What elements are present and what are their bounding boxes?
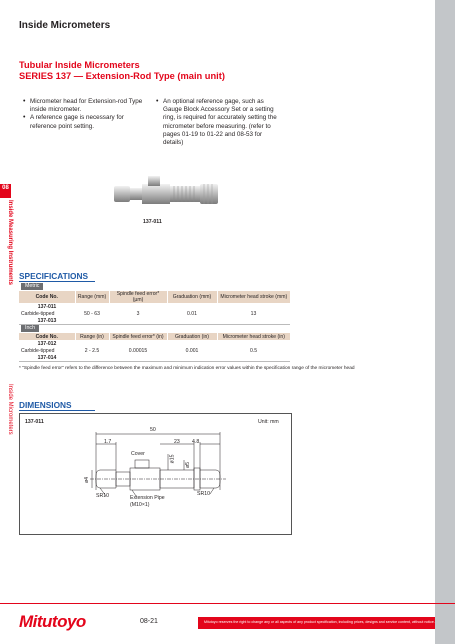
cover-label: Cover — [131, 451, 145, 457]
page-number: 08-21 — [140, 618, 158, 625]
pipe-thread-label: (M10×1) — [130, 502, 150, 508]
spec-footnote: * "Spindle feed error" refers to the difference between the maximum and minimum indication error values within the specification range of the micrometer head — [19, 366, 355, 371]
feature-item: • Micrometer head for Extension-rod Type inside micrometer. — [23, 98, 143, 114]
mitutoyo-logo: Mitutoyo — [19, 612, 86, 631]
column-header: Spindle feed error* (µm) — [109, 291, 167, 303]
product-series-title: SERIES 137 — Extension-Rod Type (main unit) — [19, 71, 225, 81]
table-cell: 13 — [217, 303, 290, 325]
column-header: Graduation (mm) — [167, 291, 217, 303]
table-cell: 3 — [109, 303, 167, 325]
pipe-label: Extension Pipe — [130, 495, 165, 501]
heading-rule — [19, 281, 95, 282]
page-edge-bar — [435, 0, 455, 644]
code-cell: Carbide-tipped — [21, 347, 55, 354]
column-header: Code No. — [19, 333, 75, 340]
feature-list-right — [156, 98, 284, 147]
sr-right-label: SR10 — [197, 491, 210, 497]
table-header-row — [19, 291, 290, 303]
table-header-row — [19, 333, 290, 340]
feature-item: • A reference gage is necessary for reference point setting. — [23, 114, 143, 130]
side-label-section: Inside Measuring Instruments — [7, 200, 13, 286]
feature-item: • An optional reference gage, such as Gauge Block Accessory Set or a setting ring, is required for accurately setting the micrometer before measuring. (refer to pages 01-19 to 01-22 and 08-53 for details) — [156, 98, 284, 147]
code-cell: 137-013 — [19, 317, 75, 325]
code-cell: 137-011 — [37, 303, 57, 310]
table-cell: 0.01 — [167, 303, 217, 325]
table-cell: 0.00015 — [109, 340, 167, 362]
metric-spec-table — [19, 291, 290, 325]
side-label-subsection: Inside Micrometers — [7, 384, 13, 435]
code-cell: Carbide-tipped — [21, 310, 55, 317]
metric-tab: Metric — [21, 283, 43, 290]
footer-notice: Mitutoyo reserves the right to change any or all aspects of any product specification, including prices, designs and service content, without notice. — [204, 620, 435, 624]
column-header: Range (mm) — [75, 291, 109, 303]
dim-d15: ø15 — [169, 454, 176, 464]
dim-left: 1.7 — [104, 439, 112, 445]
drawing-model: 137-011 — [25, 419, 44, 425]
inch-tab: Inch — [21, 325, 39, 332]
photo-caption: 137-011 — [143, 219, 162, 225]
sr-left-label: SR10 — [96, 493, 109, 499]
micrometer-photo — [112, 172, 224, 216]
specifications-heading: SPECIFICATIONS — [19, 271, 88, 281]
dim-right: 4.8 — [192, 439, 200, 445]
column-header: Micrometer head stroke (mm) — [217, 291, 290, 303]
heading-rule — [19, 410, 95, 411]
page-header-title: Inside Micrometers — [19, 20, 111, 31]
dimensions-heading: DIMENSIONS — [19, 400, 72, 410]
dim-mid: 23 — [174, 439, 180, 445]
inch-spec-table — [19, 333, 290, 362]
dim-overall: 50 — [150, 427, 156, 433]
code-cell: 137-014 — [19, 354, 75, 362]
footer-rule — [0, 603, 455, 604]
table-cell: 2 - 2.5 — [75, 340, 109, 362]
column-header: Range (in) — [75, 333, 109, 340]
dim-d5: ø5 — [185, 461, 192, 469]
drawing-unit: Unit: mm — [258, 419, 279, 425]
code-cell: 137-012 — [37, 340, 57, 347]
table-cell: 50 - 63 — [75, 303, 109, 325]
column-header: Graduation (in) — [167, 333, 217, 340]
product-title: Tubular Inside Micrometers — [19, 60, 140, 70]
dim-d4: ø4 — [84, 476, 91, 484]
table-row — [19, 303, 290, 310]
table-cell: 0.001 — [167, 340, 217, 362]
column-header: Code No. — [19, 291, 75, 303]
feature-list-left — [23, 98, 143, 131]
table-row — [19, 340, 290, 347]
chapter-number: 08 — [2, 185, 9, 191]
column-header: Spindle feed error* (in) — [109, 333, 167, 340]
column-header: Micrometer head stroke (in) — [217, 333, 290, 340]
table-cell: 0.5 — [217, 340, 290, 362]
